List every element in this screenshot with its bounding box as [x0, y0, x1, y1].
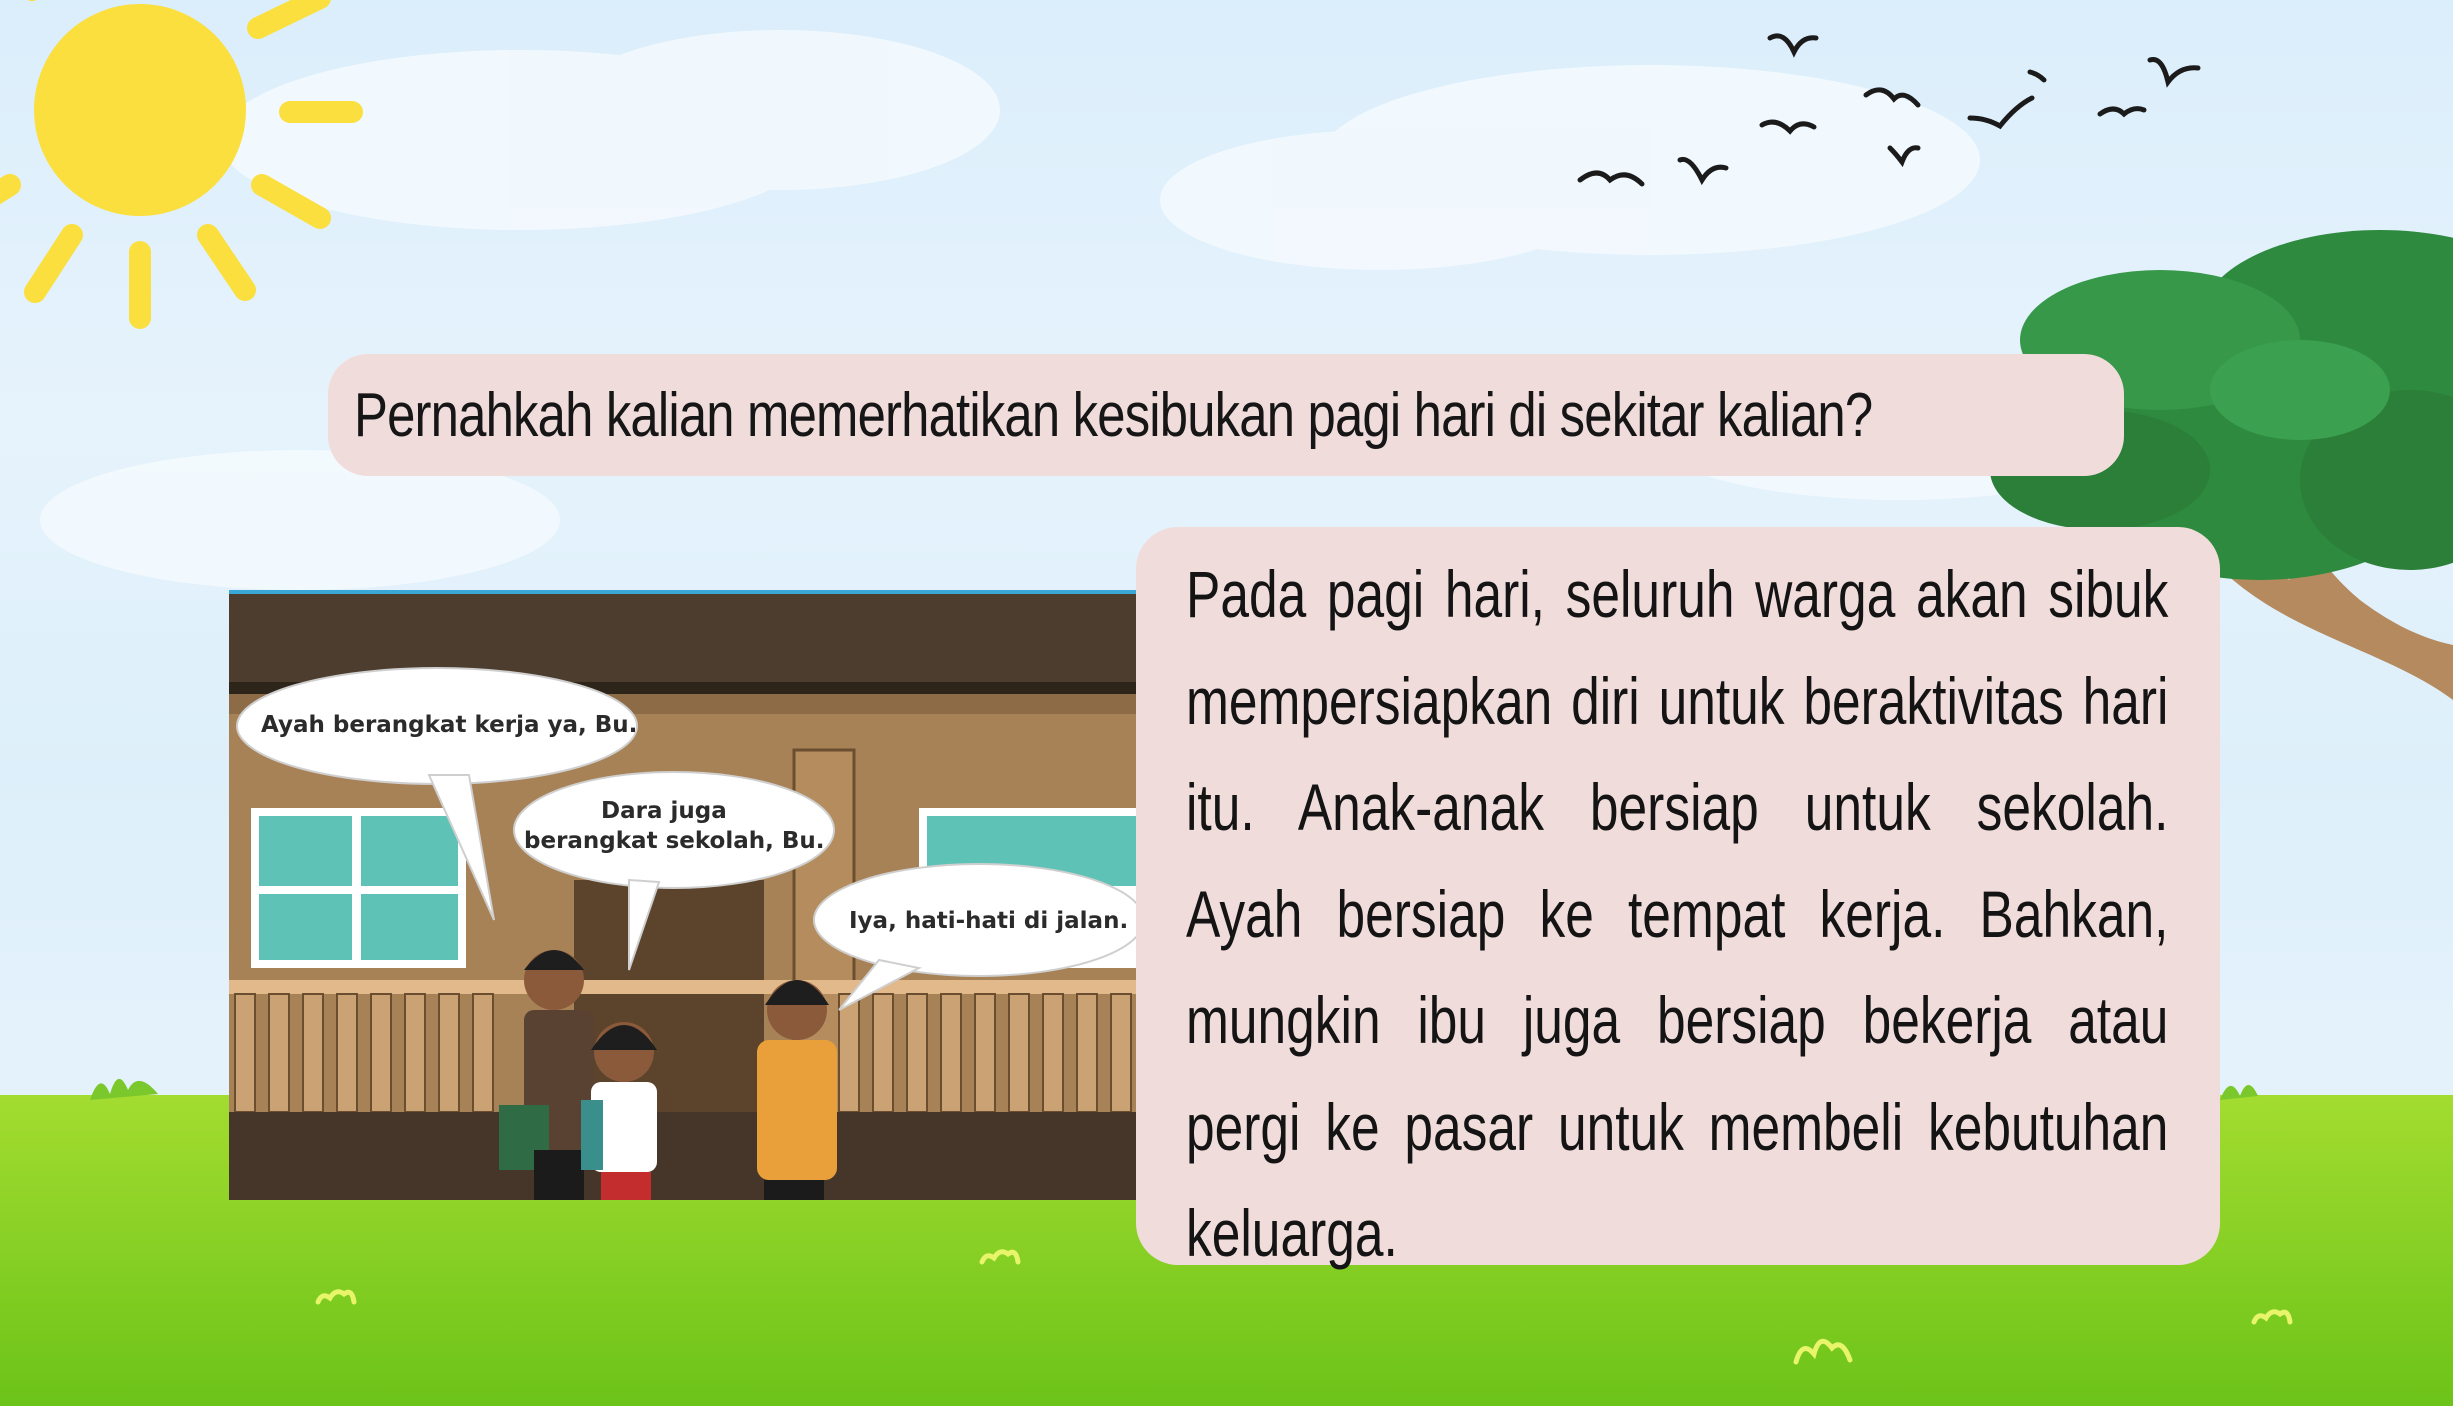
- bubble-mother-text: Iya, hati-hati di jalan.: [849, 908, 1129, 934]
- illustration: [229, 590, 1136, 1200]
- paragraph-text: Pada pagi hari, seluruh warga akan sibuk mempersiapkan diri untuk beraktivitas hari itu. Anak-anak bersiap untuk sekolah. Ayah bersiap ke tempat kerja. Bahkan, mungkin ibu juga bersiap bekerja atau pergi ke pasar untuk membeli kebutuhan keluarga.: [1186, 557, 2169, 1270]
- paragraph-card: [1136, 527, 2220, 1270]
- bubble-girl-text-line1: Dara juga: [601, 798, 727, 824]
- question-banner: [328, 354, 2124, 476]
- illustration-drawing: [229, 590, 1136, 1200]
- mother: [757, 980, 837, 1200]
- bubble-father-text: Ayah berangkat kerja ya, Bu.: [261, 712, 638, 738]
- bubble-girl-text-line2: berangkat sekolah, Bu.: [524, 828, 825, 854]
- question-text: Pernahkah kalian memerhatikan kesibukan pagi hari di sekitar kalian?: [354, 380, 1873, 450]
